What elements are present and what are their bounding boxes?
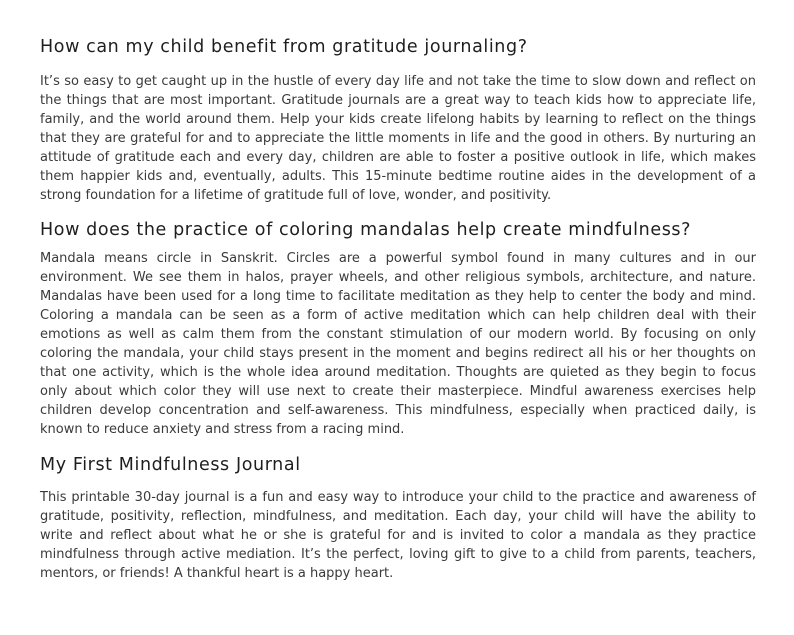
section-body-mandalas: Mandala means circle in Sanskrit. Circles are a powerful symbol found in many cultures and in our environment. We see them in halos, prayer wheels, and other religious symbols, architecture, and nature. Mandalas have been used for a long time to facilitate meditation as they help to center the body and mind. Coloring a mandala can be seen as a form of active meditation which can help children deal with their emotions as well as calm them from the constant stimulation of our modern world. By focusing on only coloring the mandala, your child stays present in the moment and begins redirect all his or her thoughts on that one activity, which is the whole idea around meditation. Thoughts are quieted as they begin to focus only about which color they will use next to create their masterpiece. Mindful awareness exercises help children develop concentration and self-awareness. This mindfulness, especially when practiced daily, is known to reduce anxiety and stress from a racing mind. xyxy=(40,251,756,437)
section-heading-mandalas: How does the practice of coloring mandalas help create mindfulness? xyxy=(40,220,692,240)
section-body-journal: This printable 30-day journal is a fun and easy way to introduce your child to the practice and awareness of gratitude, positivity, reflection, mindfulness, and meditation. Each day, your child will have the ability to write and reflect about what he or she is grateful for and is invited to color a mandala as they practice mindfulness through active mediation. It’s the perfect, loving gift to give to a child from parents, teachers, mentors, or friends! A thankful heart is a happy heart. xyxy=(40,490,756,581)
section-heading-journal: My First Mindfulness Journal xyxy=(40,455,301,475)
section-heading-gratitude: How can my child benefit from gratitude journaling? xyxy=(40,37,528,57)
section-body-gratitude: It’s so easy to get caught up in the hustle of every day life and not take the time to slow down and reflect on the things that are most important. Gratitude journals are a great way to teach kids how to appreciate life, family, and the world around them. Help your kids create lifelong habits by learning to reflect on the things that they are grateful for and to appreciate the little moments in life and the good in others. By nurturing an attitude of gratitude each and every day, children are able to foster a positive outlook in life, which makes them happier kids and, eventually, adults. This 15-minute bedtime routine aides in the development of a strong foundation for a lifetime of gratitude full of love, wonder, and positivity. xyxy=(40,74,756,203)
